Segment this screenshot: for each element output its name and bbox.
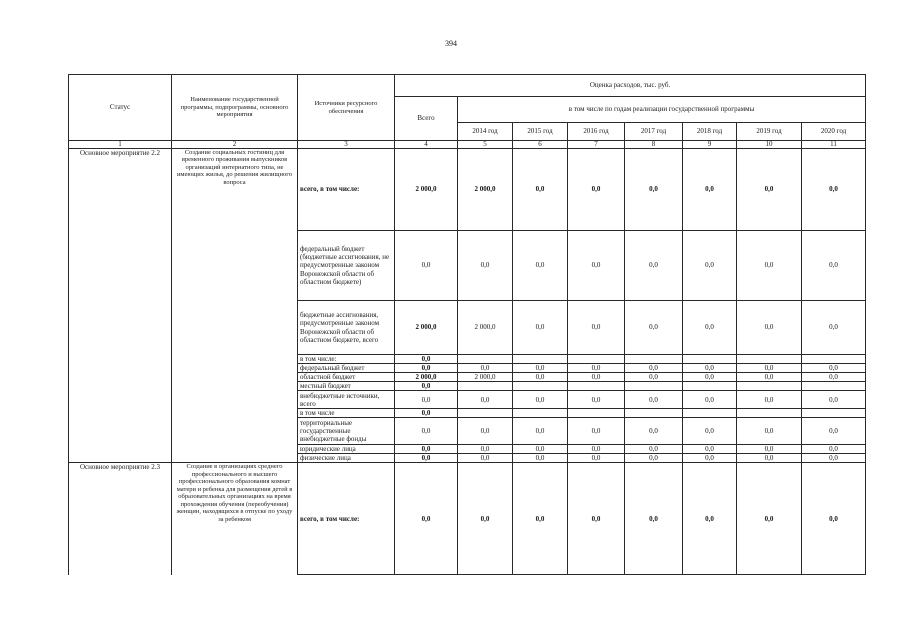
header-name: Наименование государственной программы, подпрограммы, основного мероприятия xyxy=(172,75,298,141)
year-value: 0,0 xyxy=(683,373,737,382)
year-value: 0,0 xyxy=(625,301,683,355)
table-row xyxy=(69,149,866,231)
year-value: 0,0 xyxy=(802,445,866,454)
total-value: 0,0 xyxy=(395,454,458,463)
year-value xyxy=(568,409,625,418)
col-number: 8 xyxy=(625,141,683,149)
col-number: 9 xyxy=(683,141,737,149)
year-value: 0,0 xyxy=(513,445,568,454)
header-year: 2017 год xyxy=(625,123,683,141)
year-value: 0,0 xyxy=(683,454,737,463)
year-value xyxy=(458,382,513,391)
table-row xyxy=(69,463,866,575)
year-value: 0,0 xyxy=(737,454,802,463)
year-value: 0,0 xyxy=(513,364,568,373)
year-value: 0,0 xyxy=(625,149,683,231)
source-label: физические лица xyxy=(298,454,395,463)
total-value: 0,0 xyxy=(395,364,458,373)
year-value: 0,0 xyxy=(802,373,866,382)
measure-name-cell: Создание социальных гостиниц для временного проживания выпускников организаций интернатного типа, не имеющих жилья, до решения жилищного вопроса xyxy=(172,149,298,463)
year-value: 0,0 xyxy=(625,445,683,454)
year-value: 0,0 xyxy=(683,418,737,445)
year-value: 0,0 xyxy=(513,418,568,445)
year-value: 0,0 xyxy=(802,463,866,575)
year-value: 0,0 xyxy=(513,231,568,301)
year-value: 0,0 xyxy=(625,418,683,445)
year-value: 0,0 xyxy=(625,391,683,409)
source-label: областной бюджет xyxy=(298,373,395,382)
status-cell: Основное мероприятие 2.3 xyxy=(69,463,172,575)
year-value: 0,0 xyxy=(458,418,513,445)
col-number: 3 xyxy=(298,141,395,149)
year-value: 0,0 xyxy=(625,463,683,575)
source-label: юридические лица xyxy=(298,445,395,454)
year-value: 0,0 xyxy=(458,463,513,575)
year-value: 0,0 xyxy=(568,454,625,463)
year-value: 0,0 xyxy=(458,445,513,454)
year-value: 0,0 xyxy=(737,445,802,454)
year-value: 0,0 xyxy=(737,149,802,231)
year-value xyxy=(802,409,866,418)
year-value: 0,0 xyxy=(737,463,802,575)
year-value xyxy=(683,409,737,418)
header-total: Всего xyxy=(395,97,458,141)
col-number: 2 xyxy=(172,141,298,149)
source-label: федеральный бюджет (бюджетные ассигнования, не предусмотренные законом Воронежской области об областном бюджете) xyxy=(298,231,395,301)
year-value xyxy=(802,382,866,391)
year-value xyxy=(737,409,802,418)
year-value: 0,0 xyxy=(802,454,866,463)
year-value xyxy=(802,355,866,364)
total-value: 0,0 xyxy=(395,463,458,575)
col-number: 11 xyxy=(802,141,866,149)
source-label: территориальные государственные внебюджетные фонды xyxy=(298,418,395,445)
year-value: 0,0 xyxy=(737,364,802,373)
year-value: 0,0 xyxy=(568,418,625,445)
year-value: 2 000,0 xyxy=(458,149,513,231)
year-value: 0,0 xyxy=(737,301,802,355)
source-label: федеральный бюджет xyxy=(298,364,395,373)
source-label: всего, в том числе: xyxy=(298,149,395,231)
source-label: бюджетные ассигнования, предусмотренные законом Воронежской области об областном бюджете, всего xyxy=(298,301,395,355)
header-status: Статус xyxy=(69,75,172,141)
source-label: в том числе: xyxy=(298,355,395,364)
total-value: 0,0 xyxy=(395,391,458,409)
year-value: 0,0 xyxy=(513,463,568,575)
year-value: 0,0 xyxy=(625,231,683,301)
year-value xyxy=(737,355,802,364)
year-value: 0,0 xyxy=(683,445,737,454)
year-value: 0,0 xyxy=(737,418,802,445)
year-value: 0,0 xyxy=(513,454,568,463)
year-value: 0,0 xyxy=(737,373,802,382)
year-value: 0,0 xyxy=(513,391,568,409)
source-label: местный бюджет xyxy=(298,382,395,391)
header-year: 2016 год xyxy=(568,123,625,141)
year-value: 0,0 xyxy=(737,391,802,409)
source-label: всего, в том числе: xyxy=(298,463,395,575)
year-value: 0,0 xyxy=(683,301,737,355)
year-value xyxy=(568,355,625,364)
header-year: 2014 год xyxy=(458,123,513,141)
year-value: 0,0 xyxy=(683,391,737,409)
header-year: 2020 год xyxy=(802,123,866,141)
total-value: 0,0 xyxy=(395,409,458,418)
header-by-years: в том числе по годам реализации государственной программы xyxy=(458,97,866,123)
year-value: 0,0 xyxy=(802,364,866,373)
col-number: 4 xyxy=(395,141,458,149)
budget-table xyxy=(68,74,866,575)
year-value: 0,0 xyxy=(513,149,568,231)
year-value: 0,0 xyxy=(513,373,568,382)
year-value: 0,0 xyxy=(458,391,513,409)
year-value: 0,0 xyxy=(625,364,683,373)
total-value: 0,0 xyxy=(395,382,458,391)
year-value xyxy=(625,355,683,364)
header-sources: Источники ресурсного обеспечения xyxy=(298,75,395,141)
year-value: 0,0 xyxy=(568,445,625,454)
col-number: 10 xyxy=(737,141,802,149)
total-value: 0,0 xyxy=(395,231,458,301)
year-value: 0,0 xyxy=(568,301,625,355)
col-number: 6 xyxy=(513,141,568,149)
year-value xyxy=(625,382,683,391)
year-value: 0,0 xyxy=(458,364,513,373)
year-value: 0,0 xyxy=(625,454,683,463)
col-number: 5 xyxy=(458,141,513,149)
year-value: 0,0 xyxy=(568,463,625,575)
total-value: 2 000,0 xyxy=(395,373,458,382)
year-value xyxy=(683,355,737,364)
year-value: 0,0 xyxy=(625,373,683,382)
year-value: 0,0 xyxy=(802,418,866,445)
year-value: 0,0 xyxy=(513,301,568,355)
year-value xyxy=(513,355,568,364)
year-value: 0,0 xyxy=(568,364,625,373)
header-year: 2019 год xyxy=(737,123,802,141)
year-value xyxy=(513,409,568,418)
total-value: 2 000,0 xyxy=(395,301,458,355)
year-value: 0,0 xyxy=(802,149,866,231)
total-value: 0,0 xyxy=(395,355,458,364)
col-number: 1 xyxy=(69,141,172,149)
year-value xyxy=(683,382,737,391)
year-value xyxy=(737,382,802,391)
total-value: 2 000,0 xyxy=(395,149,458,231)
year-value: 2 000,0 xyxy=(458,373,513,382)
year-value: 0,0 xyxy=(458,231,513,301)
year-value: 2 000,0 xyxy=(458,301,513,355)
year-value: 0,0 xyxy=(802,301,866,355)
total-value: 0,0 xyxy=(395,418,458,445)
year-value xyxy=(458,355,513,364)
year-value: 0,0 xyxy=(568,231,625,301)
year-value: 0,0 xyxy=(683,149,737,231)
year-value: 0,0 xyxy=(737,231,802,301)
total-value: 0,0 xyxy=(395,445,458,454)
year-value: 0,0 xyxy=(683,463,737,575)
year-value xyxy=(625,409,683,418)
status-cell: Основное мероприятие 2.2 xyxy=(69,149,172,463)
year-value: 0,0 xyxy=(802,231,866,301)
year-value: 0,0 xyxy=(568,373,625,382)
header-estimate: Оценка расходов, тыс. руб. xyxy=(395,75,866,97)
year-value: 0,0 xyxy=(802,391,866,409)
source-label: внебюджетные источники, всего xyxy=(298,391,395,409)
measure-name-cell: Создание в организациях среднего профессионального и высшего профессионального образования комнат матери и ребенка для размещения детей в образовательных организациях на время прохождения обучения (переобучения) женщин, находящихся в отпуске по уходу за ребенком xyxy=(172,463,298,575)
year-value: 0,0 xyxy=(683,231,737,301)
year-value xyxy=(458,409,513,418)
source-label: в том числе xyxy=(298,409,395,418)
header-year: 2015 год xyxy=(513,123,568,141)
year-value: 0,0 xyxy=(568,391,625,409)
year-value xyxy=(568,382,625,391)
year-value xyxy=(513,382,568,391)
col-number: 7 xyxy=(568,141,625,149)
year-value: 0,0 xyxy=(568,149,625,231)
page-number: 394 xyxy=(445,39,457,48)
year-value: 0,0 xyxy=(683,364,737,373)
header-year: 2018 год xyxy=(683,123,737,141)
year-value: 0,0 xyxy=(458,454,513,463)
